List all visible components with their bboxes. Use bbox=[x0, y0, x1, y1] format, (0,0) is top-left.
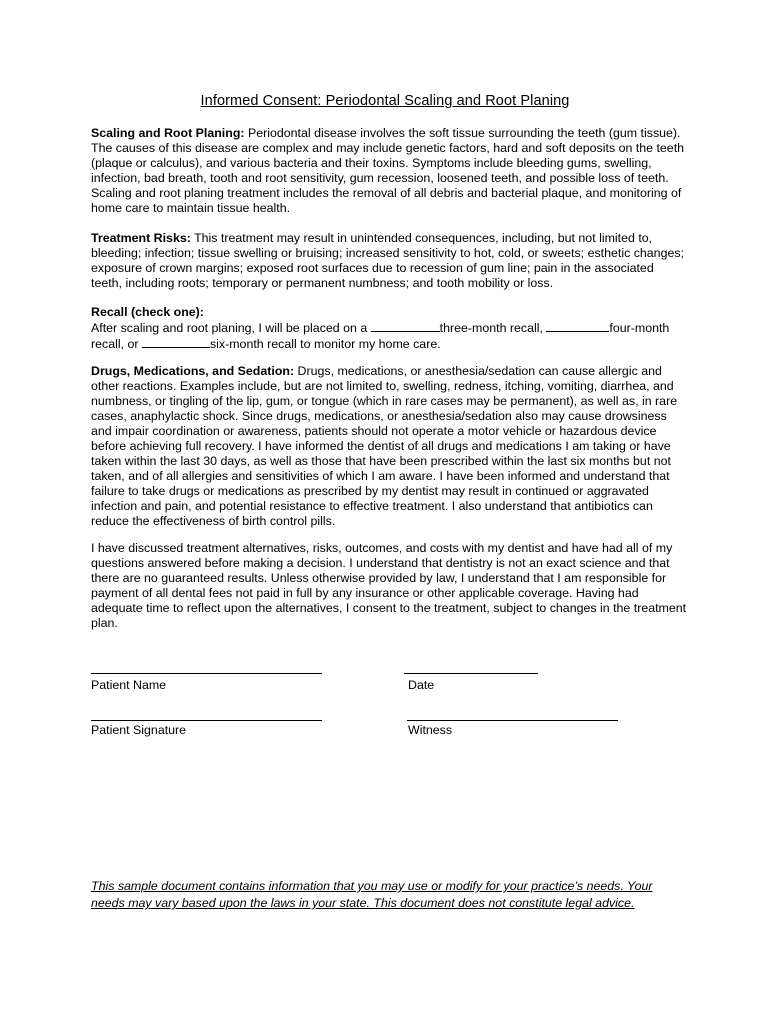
recall-heading: Recall (check one): bbox=[91, 305, 204, 319]
scaling-text: Periodontal disease involves the soft tissue surrounding the teeth (gum tissue). The causes of this disease are complex and may include genetic factors, hard and soft deposits on the teeth (plaque or calculus), and various bacteria and their toxins. Symptoms include bleeding gums, swelling, infection, bad breath, tooth and root sensitivity, gum recession, loosened teeth, and possible loss of teeth. Scaling and root planing treatment includes the removal of all debris and bacterial plaque, and monitoring of home care to maintain tissue health. bbox=[91, 126, 685, 215]
page-title: Informed Consent: Periodontal Scaling and Root Planing bbox=[200, 93, 570, 109]
patient-signature-line[interactable] bbox=[91, 720, 322, 721]
witness-line[interactable] bbox=[407, 720, 618, 721]
consent-paragraph bbox=[91, 541, 688, 631]
recall-six-month-blank[interactable] bbox=[142, 336, 210, 348]
scaling-heading: Scaling and Root Planing: bbox=[91, 126, 245, 140]
scaling-paragraph bbox=[91, 126, 688, 216]
recall-three-month-blank[interactable] bbox=[371, 320, 440, 332]
risks-paragraph bbox=[91, 231, 688, 291]
patient-name-label: Patient Name bbox=[91, 678, 167, 692]
drugs-heading: Drugs, Medications, and Sedation: bbox=[91, 364, 295, 378]
drugs-paragraph bbox=[91, 364, 688, 529]
recall-option-three-month: three-month recall, bbox=[439, 321, 547, 335]
recall-four-month-blank[interactable] bbox=[546, 320, 609, 332]
legal-disclaimer: This sample document contains information that you may use or modify for your practice’s needs. Your needs may vary based upon the laws in your state. This document does not constitute legal advice. bbox=[91, 879, 653, 910]
drugs-text: Drugs, medications, or anesthesia/sedation can cause allergic and other reactions. Examples include, but are not limited to, swelling, redness, itching, vomiting, diarrhea, and numbness, or tingling of the lip, gum, or tongue (which in rare cases may be permanent), as well as, in rare cases, anaphylactic shock. Since drugs, medications, or anesthesia/sedation also may cause drowsiness and impair coordination or awareness, patients should not operate a motor vehicle or hazardous device before achieving full recovery. I have informed the dentist of all drugs and medications I am taking or have taken within the last 30 days, as well as those that have been prescribed within the last six months but not taken, and of all allergies and sensitivities of which I am aware. I have been informed and understand that failure to take drugs or medications as prescribed by my dentist may result in continued or aggravated infection and pain, and potential resistance to effective treatment. I also understand that antibiotics can reduce the effectiveness of birth control pills. bbox=[91, 364, 678, 528]
recall-option-six-month: six-month recall to monitor my home care. bbox=[209, 337, 441, 351]
recall-paragraph bbox=[91, 305, 688, 352]
witness-label: Witness bbox=[408, 723, 453, 737]
recall-option-four-month: four-month recall, or bbox=[91, 321, 670, 351]
risks-text: This treatment may result in unintended consequences, including, but not limited to, bleeding; infection; tissue swelling or bruising; increased sensitivity to hot, cold, or sweets; esthetic changes; exposure of crown margins; exposed root surfaces due to recession of gum line; pain in the associated teeth, including roots; temporary or permanent numbness; and tooth mobility or loss. bbox=[91, 231, 684, 290]
patient-name-line[interactable] bbox=[91, 673, 322, 674]
date-line[interactable] bbox=[404, 673, 538, 674]
date-label: Date bbox=[408, 678, 435, 692]
patient-signature-label: Patient Signature bbox=[91, 723, 187, 737]
consent-text: I have discussed treatment alternatives, risks, outcomes, and costs with my dentist and have had all of my questions answered before making a decision. I understand that dentistry is not an exact science and that there are no guaranteed results. Unless otherwise provided by law, I understand that I am responsible for payment of all dental fees not paid in full by any insurance or other applicable coverage. Having had adequate time to reflect upon the alternatives, I consent to the treatment, subject to changes in the treatment plan. bbox=[91, 541, 687, 630]
risks-heading: Treatment Risks: bbox=[91, 231, 191, 245]
recall-lead: After scaling and root planing, I will be placed on a bbox=[91, 321, 371, 335]
